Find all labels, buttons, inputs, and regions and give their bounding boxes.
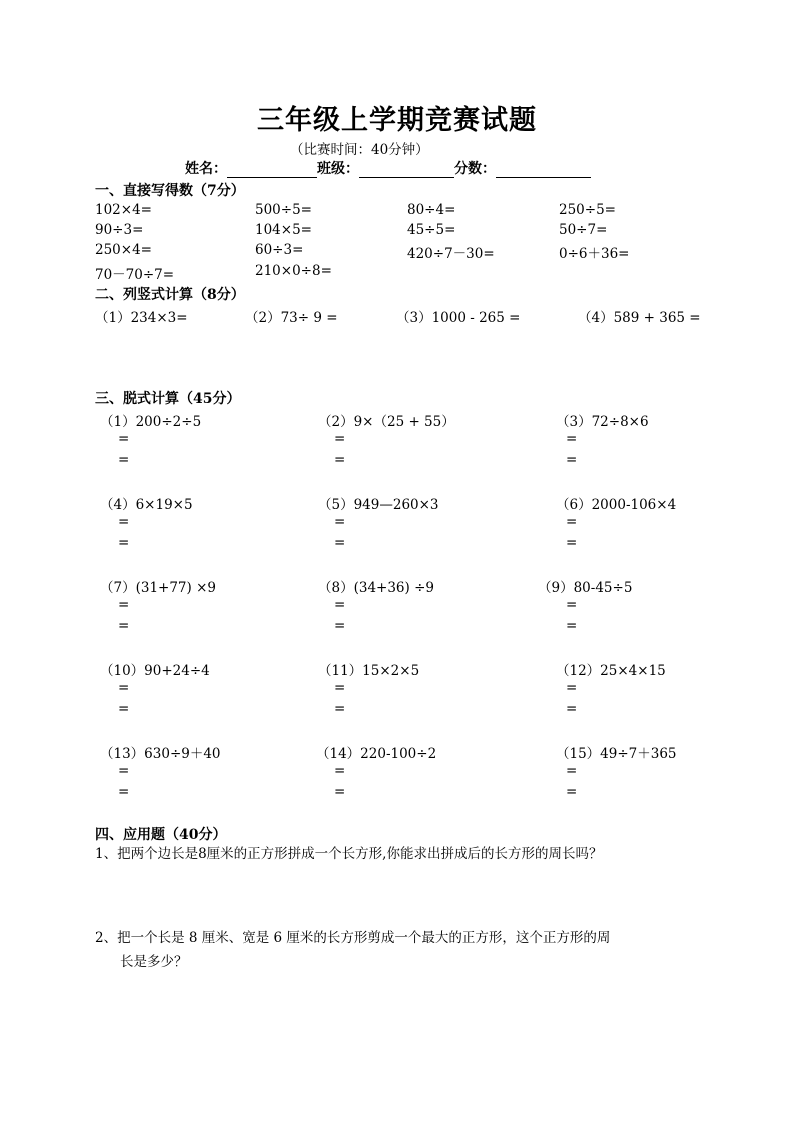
vertical-calc-item: （3）1000 - 265 = xyxy=(396,310,521,326)
word-problem-2-line2: 长是多少？ xyxy=(120,954,188,970)
equals-sign: = xyxy=(334,618,346,634)
equals-sign: = xyxy=(566,514,578,530)
class-blank[interactable] xyxy=(359,161,454,178)
step-calc-item: （12）25×4×15 xyxy=(556,663,666,679)
oral-item: 45÷5= xyxy=(407,222,456,238)
oral-item: 104×5= xyxy=(255,222,312,238)
student-info-line xyxy=(185,158,591,178)
step-calc-item: （14）220-100÷2 xyxy=(316,746,437,762)
equals-sign: = xyxy=(118,535,130,551)
equals-sign: = xyxy=(334,680,346,696)
step-calc-item: （10）90+24÷4 xyxy=(100,663,210,679)
step-calc-item: （11）15×2×5 xyxy=(318,663,420,679)
equals-sign: = xyxy=(566,431,578,447)
equals-sign: = xyxy=(118,597,130,613)
section3-heading: 三、脱式计算（45分） xyxy=(95,391,241,407)
equals-sign: = xyxy=(334,535,346,551)
oral-item: 70－70÷7= xyxy=(95,267,175,283)
oral-item: 80÷4= xyxy=(407,202,456,218)
step-calc-item: （1）200÷2÷5 xyxy=(100,414,202,430)
step-calc-item: （13）630÷9＋40 xyxy=(100,746,221,762)
equals-sign: = xyxy=(566,618,578,634)
equals-sign: = xyxy=(118,701,130,717)
equals-sign: = xyxy=(334,431,346,447)
vertical-calc-item: （4）589 + 365 = xyxy=(578,310,701,326)
equals-sign: = xyxy=(118,784,130,800)
oral-item: 250÷5= xyxy=(559,202,616,218)
step-calc-item: （15）49÷7＋365 xyxy=(556,746,677,762)
equals-sign: = xyxy=(118,680,130,696)
step-calc-item: （4）6×19×5 xyxy=(100,497,193,513)
oral-item: 420÷7－30= xyxy=(407,246,495,262)
word-problem-1: 1、把两个边长是8厘米的正方形拼成一个长方形,你能求出拼成后的长方形的周长吗？ xyxy=(95,846,603,862)
step-calc-item: （6）2000-106×4 xyxy=(556,497,677,513)
equals-sign: = xyxy=(566,763,578,779)
equals-sign: = xyxy=(566,680,578,696)
equals-sign: = xyxy=(118,514,130,530)
word-problem-2-line1: 2、把一个长是 8 厘米、宽是 6 厘米的长方形剪成一个最大的正方形，这个正方形的周 xyxy=(95,930,611,946)
equals-sign: = xyxy=(118,431,130,447)
step-calc-item: （5）949—260×3 xyxy=(318,497,439,513)
score-blank[interactable] xyxy=(496,161,591,178)
page-title: 三年级上学期竞赛试题 xyxy=(257,105,537,136)
equals-sign: = xyxy=(118,618,130,634)
section1-heading: 一、直接写得数（7分） xyxy=(95,183,245,199)
score-label: 分数： xyxy=(454,161,496,177)
equals-sign: = xyxy=(566,784,578,800)
oral-item: 0÷6＋36= xyxy=(559,246,630,262)
section2-heading: 二、列竖式计算（8分） xyxy=(95,287,245,303)
step-calc-item: （9）80-45÷5 xyxy=(538,580,633,596)
oral-item: 60÷3= xyxy=(255,242,304,258)
equals-sign: = xyxy=(566,701,578,717)
step-calc-item: （2）9×（25 + 55） xyxy=(318,414,455,430)
step-calc-item: （3）72÷8×6 xyxy=(556,414,649,430)
equals-sign: = xyxy=(118,763,130,779)
oral-item: 210×0÷8= xyxy=(255,263,332,279)
oral-item: 500÷5= xyxy=(255,202,312,218)
equals-sign: = xyxy=(334,701,346,717)
oral-item: 90÷3= xyxy=(95,222,144,238)
equals-sign: = xyxy=(118,452,130,468)
oral-item: 250×4= xyxy=(95,242,152,258)
name-label: 姓名： xyxy=(185,161,227,177)
equals-sign: = xyxy=(334,597,346,613)
step-calc-item: （7）(31+77) ×9 xyxy=(100,580,216,596)
vertical-calc-item: （1）234×3= xyxy=(95,310,188,326)
oral-item: 50÷7= xyxy=(559,222,608,238)
vertical-calc-item: （2）73÷ 9 = xyxy=(245,310,338,326)
section4-heading: 四、应用题（40分） xyxy=(95,827,227,843)
name-blank[interactable] xyxy=(227,161,317,178)
equals-sign: = xyxy=(334,763,346,779)
step-calc-item: （8）(34+36) ÷9 xyxy=(318,580,434,596)
equals-sign: = xyxy=(566,452,578,468)
subtitle: （比赛时间：40分钟） xyxy=(290,142,429,158)
equals-sign: = xyxy=(566,535,578,551)
oral-item: 102×4= xyxy=(95,202,152,218)
equals-sign: = xyxy=(334,784,346,800)
equals-sign: = xyxy=(334,452,346,468)
equals-sign: = xyxy=(566,597,578,613)
class-label: 班级： xyxy=(317,161,359,177)
equals-sign: = xyxy=(334,514,346,530)
